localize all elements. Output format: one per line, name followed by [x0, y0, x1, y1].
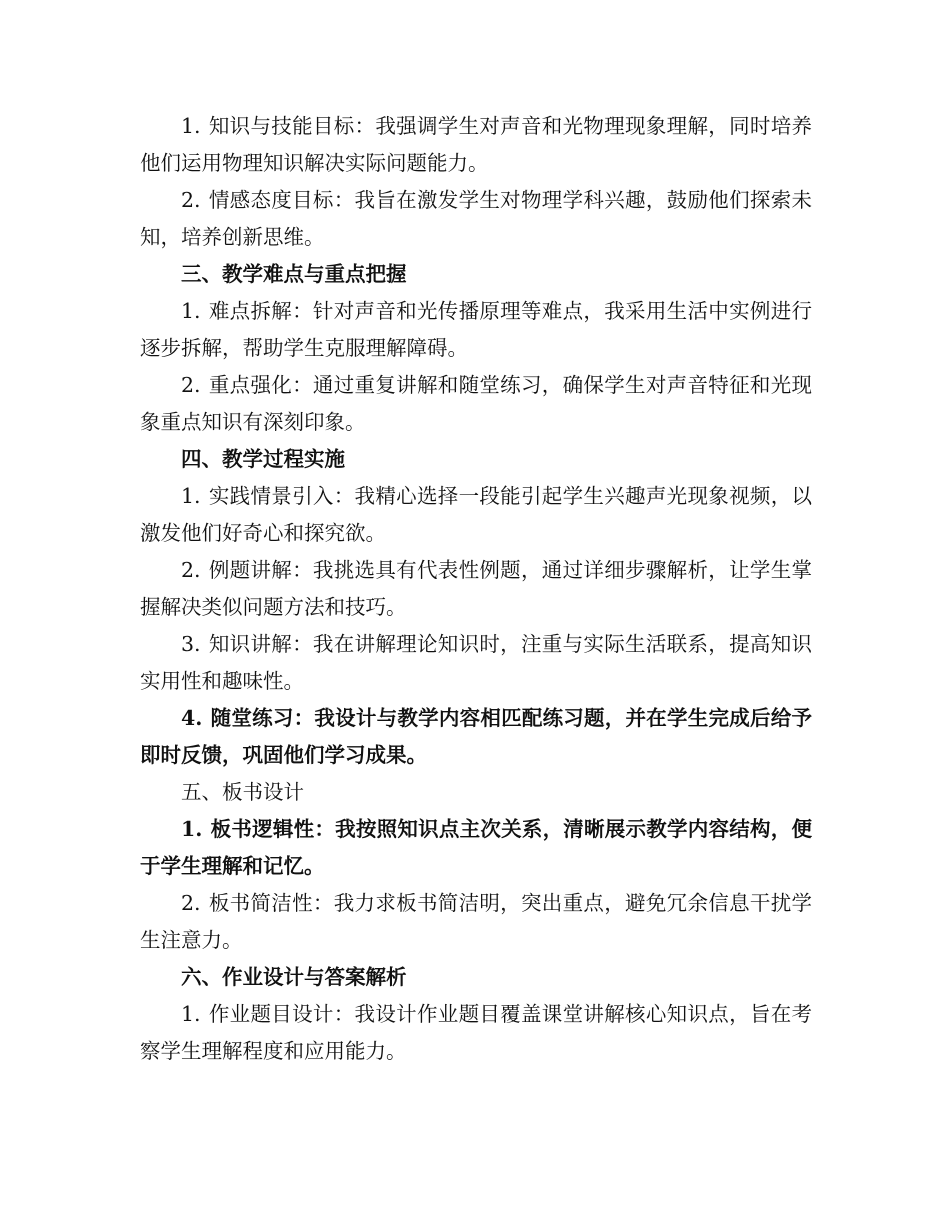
paragraph-item-1 [140, 478, 812, 552]
document-body [140, 108, 812, 1070]
item-number: 1. [181, 1002, 201, 1026]
item-number: 1. [181, 299, 201, 323]
item-text: 例题讲解：我挑选具有代表性例题，通过详细步骤解析，让学生掌握解决类似问题方法和技巧。 [140, 558, 812, 619]
paragraph-item-2 [140, 885, 812, 959]
item-number: 2. [181, 558, 201, 582]
paragraph-item-4 [140, 700, 812, 774]
item-text: 随堂练习：我设计与教学内容相匹配练习题，并在学生完成后给予即时反馈，巩固他们学习成果。 [140, 706, 812, 767]
paragraph-item-2 [140, 367, 812, 441]
item-text: 作业题目设计：我设计作业题目覆盖课堂讲解核心知识点，旨在考察学生理解程度和应用能力。 [140, 1002, 812, 1063]
item-number: 2. [181, 188, 201, 212]
item-number: 1. [181, 114, 201, 138]
item-number: 1. [181, 817, 203, 841]
item-text: 实践情景引入：我精心选择一段能引起学生兴趣声光现象视频，以激发他们好奇心和探究欲。 [140, 484, 812, 545]
item-number: 4. [181, 706, 203, 730]
item-text: 情感态度目标：我旨在激发学生对物理学科兴趣，鼓励他们探索未知，培养创新思维。 [140, 188, 812, 249]
paragraph-item-1 [140, 108, 812, 182]
section-heading-4: 四、教学过程实施 [181, 447, 345, 471]
item-number: 1. [181, 484, 201, 508]
section-heading-6: 六、作业设计与答案解析 [181, 965, 407, 989]
item-text: 知识讲解：我在讲解理论知识时，注重与实际生活联系，提高知识实用性和趣味性。 [140, 632, 812, 693]
section-heading-5: 五、板书设计 [181, 780, 304, 804]
section-heading-3: 三、教学难点与重点把握 [181, 262, 407, 286]
item-number: 3. [181, 632, 201, 656]
paragraph-item-2 [140, 182, 812, 256]
item-number: 2. [181, 373, 201, 397]
item-number: 2. [181, 891, 201, 915]
item-text: 知识与技能目标：我强调学生对声音和光物理现象理解，同时培养他们运用物理知识解决实际问题能力。 [140, 114, 812, 175]
paragraph-item-3 [140, 626, 812, 700]
paragraph-item-1 [140, 811, 812, 885]
paragraph-item-1 [140, 293, 812, 367]
paragraph-item-1 [140, 996, 812, 1070]
item-text: 难点拆解：针对声音和光传播原理等难点，我采用生活中实例进行逐步拆解，帮助学生克服理解障碍。 [140, 299, 812, 360]
paragraph-item-2 [140, 552, 812, 626]
item-text: 板书简洁性：我力求板书简洁明，突出重点，避免冗余信息干扰学生注意力。 [140, 891, 812, 952]
item-text: 重点强化：通过重复讲解和随堂练习，确保学生对声音特征和光现象重点知识有深刻印象。 [140, 373, 812, 434]
item-text: 板书逻辑性：我按照知识点主次关系，清晰展示教学内容结构，便于学生理解和记忆。 [140, 817, 812, 878]
